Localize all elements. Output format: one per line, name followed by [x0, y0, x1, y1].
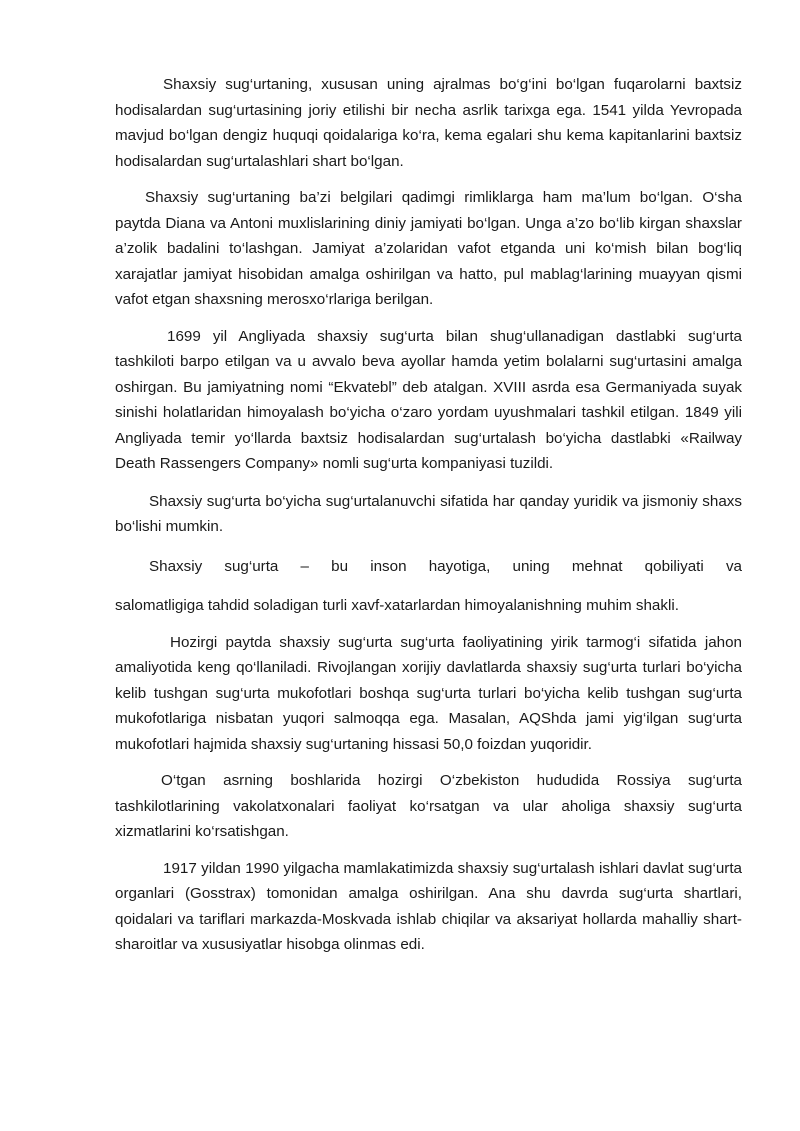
paragraph-1917-1990: 1917 yildan 1990 yilgacha mamlakatimizda shaxsiy sug‘urtalash ishlari davlat sug‘urta organlari (Gosstrax) tomonidan amalga oshirilgan. Ana shu davrda sug‘urta shartlari, qoidalari va tariflari markazda-Moskvada ishlab chiqilar va aksariyat hollarda mahalliy shart-sharoitlar va xususiyatlar hisobga olinmas edi. — [115, 859, 742, 953]
paragraph-policyholder: Shaxsiy sug‘urta bo‘yicha sug‘urtalanuvchi sifatida har qanday yuridik va jismoniy shaxs bo‘lishi mumkin. — [115, 492, 742, 535]
document-body — [115, 72, 742, 958]
paragraph-ancient-rome: Shaxsiy sug‘urtaning ba’zi belgilari qadimgi rimliklarga ham ma’lum bo‘lgan. O‘sha paytda Diana va Antoni muxlislarining diniy jamiyati bo‘lgan. Unga a’zo bo‘lib kirgan shaxslar a’zolik badalini to‘lashgan. Jamiyat a’zolaridan vafot etganda uni ko‘mish bilan bog‘liq xarajatlar jamiyat hisobidan amalga oshirilgan va hatto, pul mablag‘larining muayyan qismi vafot etgan shaxsning merosxo‘rlariga berilgan. — [115, 189, 742, 308]
paragraph-england-1699: 1699 yil Angliyada shaxsiy sug‘urta bilan shug‘ullanadigan dastlabki sug‘urta tashkiloti barpo etilgan va u avvalo beva ayollar hamda yetim bolalarni sug‘urtasini amalga oshirgan. Bu jamiyatning nomi “Ekvatebl” deb atalgan. XVIII asrda esa Germaniyada suyak sinishi holatlaridan himoyalash bo‘yicha o‘zaro yordam uyushmalari tashkil etilgan. 1849 yili Angliyada temir yo‘llarda baxtsiz hodisalardan sug‘urtalash bo‘yicha dastlabki «Railway Death Rassengers Company» nomli sug‘urta kompaniyasi tuzildi. — [115, 327, 742, 472]
paragraph-definition-start: Shaxsiy sug‘urta – bu inson hayotiga, uning mehnat qobiliyati va — [149, 557, 742, 575]
paragraph-definition-end: salomatligiga tahdid soladigan turli xavf-xatarlardan himoyalanishning muhim shakli. — [115, 597, 679, 614]
paragraph-present-day: Hozirgi paytda shaxsiy sug‘urta sug‘urta faoliyatining yirik tarmog‘i sifatida jahon amaliyotida keng qo‘llaniladi. Rivojlangan xorijiy davlatlarda shaxsiy sug‘urta turlari bo‘yicha kelib tushgan sug‘urta mukofotlari boshqa sug‘urta turlari bo‘yicha kelib tushgan sug‘urta mukofotlariga nisbatan yuqori salmoqqa ega. Masalan, AQShda jami yig‘ilgan sug‘urta mukofotlari hajmida shaxsiy sug‘urtaning hissasi 50,0 foizdan yuqoridir. — [115, 633, 742, 753]
paragraph-uzbekistan-history: O‘tgan asrning boshlarida hozirgi O‘zbekiston hududida Rossiya sug‘urta tashkilotlarining vakolatxonalari faoliyat ko‘rsatgan va ular aholiga shaxsiy sug‘urta xizmatlarini ko‘rsatishgan. — [115, 772, 742, 840]
paragraph-history-1541: Shaxsiy sug‘urtaning, xususan uning ajralmas bo‘g‘ini bo‘lgan fuqarolarni baxtsiz hodisalardan sug‘urtasining joriy etilishi bir necha asrlik tarixga ega. 1541 yilda Yevropada mavjud bo‘lgan dengiz huquqi qoidalariga ko‘ra, kema egalari shu kema kapitanlarini baxtsiz hodisalardan sug‘urtalashlari shart bo‘lgan. — [115, 76, 742, 170]
